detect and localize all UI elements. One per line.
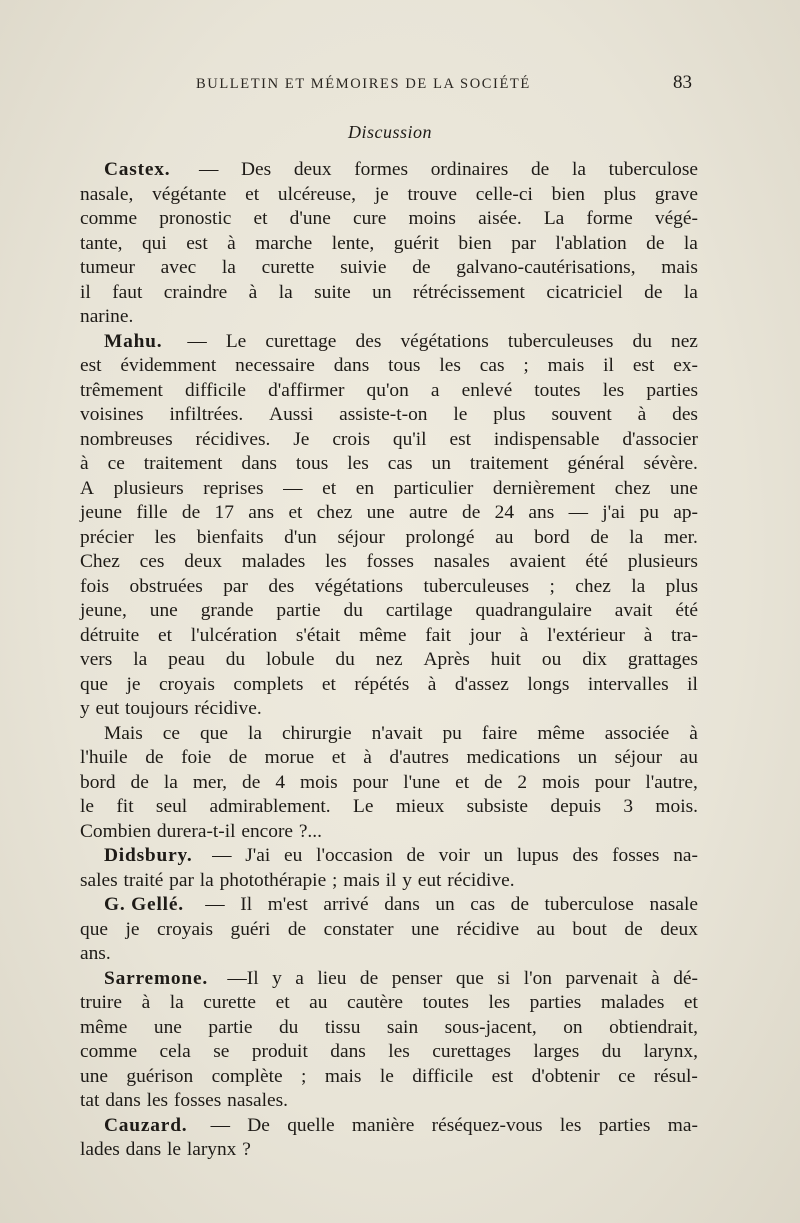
- speaker-name: Didsbury.: [104, 845, 193, 866]
- text-line: à ce traitement dans tous les cas un traitement général sévère.: [80, 453, 698, 474]
- text-line: jeune, une grande partie du cartilage quadrangulaire avait été: [80, 600, 698, 621]
- text-line: que je croyais guéri de constater une récidive au bout de deux: [80, 918, 698, 940]
- text-line: Didsbury. — J'ai eu l'occasion de voir un lupus des fosses na-: [80, 844, 698, 869]
- text-line: que je croyais complets et répétés à d'assez longs intervalles il: [80, 673, 698, 695]
- text-line: Mais ce que la chirurgie n'avait pu faire même associée à: [104, 722, 698, 744]
- text-line: Chez ces deux malades les fosses nasales avaient été plusieurs: [80, 551, 698, 572]
- discussion-text: [80, 158, 698, 1163]
- text-line: précier les bienfaits d'un séjour prolongé au bord de la mer.: [80, 526, 698, 548]
- text-line: voisines infiltrées. Aussi assiste-t-on le plus souvent à des: [80, 404, 698, 425]
- text-line: trêmement difficile d'affirmer qu'on a enlevé toutes les parties: [80, 379, 698, 401]
- text-line: fois obstruées par des végétations tuberculeuses ; chez la plus: [80, 575, 698, 597]
- text-line: jeune fille de 17 ans et chez une autre de 24 ans — j'ai pu ap-: [80, 502, 698, 523]
- speaker-name: Mahu.: [104, 330, 163, 352]
- text-line: comme pronostic et d'une cure moins aisée. La forme végé-: [80, 208, 698, 229]
- text-line: comme cela se produit dans les curettages larges du larynx,: [80, 1041, 698, 1062]
- text-line: Mahu. — Le curettage des végétations tuberculeuses du nez: [80, 330, 698, 355]
- text-line: tumeur avec la curette suivie de galvano-cautérisations, mais: [80, 257, 698, 278]
- text-line: tante, qui est à marche lente, guérit bien par l'ablation de la: [80, 232, 698, 254]
- speaker-name: Cauzard.: [104, 1114, 188, 1136]
- text-line: nasale, végétante et ulcéreuse, je trouve celle-ci bien plus grave: [80, 183, 698, 205]
- text-line: tat dans les fosses nasales.: [80, 1090, 288, 1111]
- text-line: bord de la mer, de 4 mois pour l'une et de 2 mois pour l'autre,: [80, 771, 698, 793]
- discussion-paragraph: [80, 330, 698, 722]
- text-line: même une partie du tissu sain sous-jacent, on obtiendrait,: [80, 1016, 698, 1038]
- discussion-paragraph: [80, 722, 698, 845]
- text-line: l'huile de foie de morue et à d'autres medications un séjour au: [80, 747, 698, 768]
- running-title: BULLETIN ET MÉMOIRES DE LA SOCIÉTÉ: [196, 76, 531, 92]
- text-line: détruite et l'ulcération s'était même fait jour à l'extérieur à tra-: [80, 624, 698, 646]
- text-line: le fit seul admirablement. Le mieux subsiste depuis 3 mois.: [80, 796, 698, 817]
- discussion-paragraph: [80, 893, 698, 967]
- discussion-paragraph: [80, 1114, 698, 1163]
- text-line: Combien durera-t-il encore ?...: [80, 820, 322, 842]
- text-line: lades dans le larynx ?: [80, 1139, 251, 1160]
- discussion-paragraph: [80, 158, 698, 330]
- text-line: narine.: [80, 306, 134, 327]
- page-header: [196, 72, 696, 96]
- discussion-paragraph: [80, 967, 698, 1114]
- speaker-name: Sarremone.: [104, 967, 209, 989]
- text-line: y eut toujours récidive.: [80, 698, 262, 719]
- text-line: Castex. — Des deux formes ordinaires de la tuberculose: [80, 158, 698, 183]
- page-number: 83: [673, 72, 692, 93]
- text-line: sales traité par la photothérapie ; mais il y eut récidive.: [80, 869, 515, 891]
- speaker-name: G. Gellé.: [104, 894, 184, 915]
- speaker-name: Castex.: [104, 159, 171, 180]
- discussion-paragraph: [80, 844, 698, 893]
- text-line: Sarremone. —Il y a lieu de penser que si l'on parvenait à dé-: [80, 967, 698, 992]
- text-line: vers la peau du lobule du nez Après huit ou dix grattages: [80, 649, 698, 670]
- text-line: est évidemment necessaire dans tous les cas ; mais il est ex-: [80, 355, 698, 376]
- text-line: nombreuses récidives. Je crois qu'il est indispensable d'associer: [80, 428, 698, 450]
- text-line: A plusieurs reprises — et en particulier dernièrement chez une: [80, 477, 698, 499]
- text-line: Cauzard. — De quelle manière réséquez-vous les parties ma-: [80, 1114, 698, 1139]
- section-title: Discussion: [347, 122, 432, 142]
- text-line: truire à la curette et au cautère toutes les parties malades et: [80, 992, 698, 1013]
- text-line: ans.: [80, 943, 111, 964]
- text-line: il faut craindre à la suite un rétrécissement cicatriciel de la: [80, 281, 698, 303]
- text-line: G. Gellé. — Il m'est arrivé dans un cas de tuberculose nasale: [80, 893, 698, 918]
- text-line: une guérison complète ; mais le difficile est d'obtenir ce résul-: [80, 1065, 698, 1087]
